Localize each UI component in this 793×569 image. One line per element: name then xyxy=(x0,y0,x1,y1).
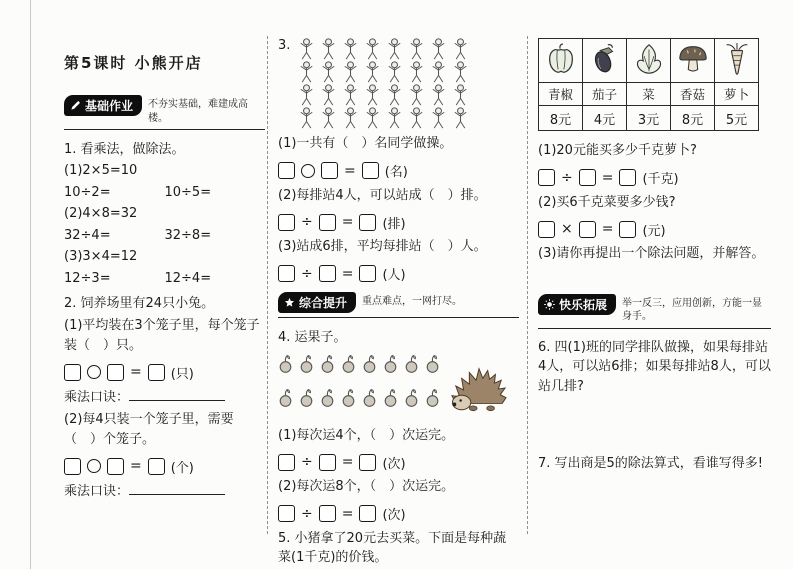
kid-figure xyxy=(452,107,469,130)
problem-3-question-3: (3)站成6排，平均每排站（ ）人。 xyxy=(278,239,487,254)
operator-choice-circle[interactable] xyxy=(301,164,315,178)
margin-rule xyxy=(30,0,31,569)
problem-4-question-2: (2)每次运8个，（ ）次运完。 xyxy=(278,479,455,494)
kid-figure xyxy=(298,38,315,61)
unit-label: (次) xyxy=(382,508,406,523)
result-box[interactable] xyxy=(148,364,165,381)
equation xyxy=(278,452,519,472)
expression-row xyxy=(64,182,265,204)
vegetable-price: 3元 xyxy=(627,106,671,131)
vegetable-name: 茄子 xyxy=(583,83,627,106)
math-expression[interactable]: 12÷3= xyxy=(64,270,111,286)
kid-figure xyxy=(342,107,359,130)
problem-5-title: 5. 小猪拿了20元去买菜。下面是每种蔬菜(1千克)的价钱。 xyxy=(278,530,507,565)
formula-label: 乘法口诀： xyxy=(64,484,130,499)
vegetable-name: 青椒 xyxy=(539,83,583,106)
operator-sign: × xyxy=(561,221,573,237)
formula-label: 乘法口诀： xyxy=(64,390,130,405)
operand-box[interactable] xyxy=(321,162,338,179)
kid-figure xyxy=(408,61,425,84)
problem-5-question-3: (3)请你再提出一个除法问题，并解答。 xyxy=(538,246,765,261)
problem-2 xyxy=(64,293,265,502)
vegetable-name: 萝卜 xyxy=(715,83,759,106)
page-title: 第5课时 小熊开店 xyxy=(64,54,203,72)
expression-row xyxy=(64,203,265,225)
problem-3-number: 3. xyxy=(278,38,291,53)
operand-box[interactable] xyxy=(107,364,124,381)
kid-figure xyxy=(320,107,337,130)
cherry-figure xyxy=(362,388,377,412)
problem-5-question-1: (1)20元能买多少千克萝卜? xyxy=(538,143,697,158)
badge-fun-label: 快乐拓展 xyxy=(559,297,608,312)
vegetable-price: 8元 xyxy=(671,106,715,131)
equals-sign: = xyxy=(130,458,142,474)
column-right xyxy=(538,38,771,474)
problem-6-title: 6. 四(1)班的同学排队做操，如果每排站4人，可以站6排；如果每排站8人，可以站几排? xyxy=(538,339,771,394)
cabbage-icon xyxy=(627,39,671,83)
problem-2-question-2: (2)每4只装一个笼子里，需要（ ）个笼子。 xyxy=(64,412,234,447)
operator-sign: ÷ xyxy=(301,505,313,522)
expression-row xyxy=(64,160,265,182)
kid-figure xyxy=(364,61,381,84)
unit-label: (元) xyxy=(642,223,666,239)
operator-sign: ÷ xyxy=(301,265,313,282)
cherry-figure xyxy=(320,354,335,378)
unit-label: (名) xyxy=(384,165,408,180)
vegetable-price-table xyxy=(538,38,759,131)
kid-figure xyxy=(452,61,469,84)
formula-line xyxy=(64,387,265,408)
equals-sign: = xyxy=(601,221,614,237)
operator-sign: ÷ xyxy=(301,214,313,230)
kid-figure xyxy=(452,38,469,61)
result-box[interactable] xyxy=(359,454,376,471)
kid-figure xyxy=(386,84,403,107)
operand-box[interactable] xyxy=(579,221,596,238)
unit-label: (人) xyxy=(382,268,406,283)
badge-basic xyxy=(64,95,142,116)
kid-figure xyxy=(430,38,447,61)
unit-label: (排) xyxy=(382,216,406,232)
vegetable-price: 8元 xyxy=(539,106,583,131)
sun-icon xyxy=(544,299,555,310)
math-fact: (2)4×8=32 xyxy=(64,206,138,221)
cherry-figure xyxy=(341,388,356,412)
section-basic-motto: 不夯实基础，难建成高楼。 xyxy=(148,99,249,124)
operator-sign: ÷ xyxy=(301,454,313,470)
equals-sign: = xyxy=(341,454,354,470)
kid-figure xyxy=(386,61,403,84)
kid-figure xyxy=(364,38,381,61)
problem-4 xyxy=(278,327,519,524)
equals-sign: = xyxy=(341,505,354,522)
problem-3-question-2: (2)每排站4人，可以站成（ ）排。 xyxy=(278,187,487,203)
column-divider-2 xyxy=(527,36,528,534)
badge-boost xyxy=(278,292,356,313)
formula-line xyxy=(64,481,265,502)
operand-box[interactable] xyxy=(278,505,295,522)
kid-figure xyxy=(364,107,381,130)
star-icon xyxy=(284,297,295,308)
section-fun-motto: 举一反三，应用创新，方能一显身手。 xyxy=(622,297,763,322)
equals-sign: = xyxy=(601,169,614,186)
cherry-figure xyxy=(362,354,377,378)
operator-sign: ÷ xyxy=(561,169,573,186)
column-left xyxy=(64,52,265,502)
unit-label: (千克) xyxy=(642,172,679,187)
column-divider-1 xyxy=(267,36,268,534)
operand-box[interactable] xyxy=(579,169,596,186)
equation xyxy=(278,161,519,181)
problem-1-title: 1. 看乘法，做除法。 xyxy=(64,142,185,157)
kid-figure xyxy=(298,84,315,107)
problem-2-question-1: (1)平均装在3个笼子里，每个笼子装（ ）只。 xyxy=(64,318,260,353)
section-boost-header xyxy=(278,292,519,318)
operand-box[interactable] xyxy=(64,364,81,381)
operand-box[interactable] xyxy=(278,265,295,282)
vegetable-price: 5元 xyxy=(715,106,759,131)
equation xyxy=(278,264,519,284)
answer-blank[interactable] xyxy=(129,481,225,495)
fruit-scene xyxy=(278,354,519,422)
cherry-figure xyxy=(299,354,314,378)
math-expression[interactable]: 32÷8= xyxy=(164,227,212,243)
problem-3-question-1: (1)一共有（ ）名同学做操。 xyxy=(278,136,453,151)
cherry-figure xyxy=(320,388,335,412)
kid-figure xyxy=(408,107,425,130)
cherry-figure xyxy=(383,354,398,378)
kid-figure xyxy=(364,84,381,107)
cherry-figure xyxy=(425,388,440,412)
equation xyxy=(278,212,519,232)
operand-box[interactable] xyxy=(538,221,555,238)
expression-row xyxy=(64,268,265,290)
answer-blank[interactable] xyxy=(129,387,225,401)
kid-figure xyxy=(430,84,447,107)
operand-box[interactable] xyxy=(64,458,81,475)
kid-figure xyxy=(386,38,403,61)
kid-figure xyxy=(452,84,469,107)
result-box[interactable] xyxy=(359,265,376,282)
kid-figure xyxy=(386,107,403,130)
vegetable-name: 菜 xyxy=(627,83,671,106)
kid-figure xyxy=(342,38,359,61)
unit-label: (次) xyxy=(382,456,406,472)
kid-figure xyxy=(298,107,315,130)
kid-figure xyxy=(430,61,447,84)
expression-row xyxy=(64,246,265,268)
problem-4-title: 4. 运果子。 xyxy=(278,329,347,345)
cherry-figure xyxy=(299,388,314,412)
result-box[interactable] xyxy=(619,221,636,238)
section-basic-header xyxy=(64,95,265,130)
badge-basic-label: 基础作业 xyxy=(85,99,134,113)
kid-figure xyxy=(298,61,315,84)
equals-sign: = xyxy=(344,162,356,179)
unit-label: (个) xyxy=(170,460,194,476)
vegetable-name: 香菇 xyxy=(671,83,715,106)
equation xyxy=(64,456,265,476)
kid-figure xyxy=(320,61,337,84)
operand-box[interactable] xyxy=(319,214,336,231)
math-fact: (3)3×4=12 xyxy=(64,249,138,264)
math-fact: (1)2×5=10 xyxy=(64,163,138,178)
operand-box[interactable] xyxy=(319,265,336,282)
equation xyxy=(64,362,265,382)
problem-5-question-2: (2)买6千克菜要多少钱? xyxy=(538,194,676,210)
cherry-figure xyxy=(278,354,293,378)
operand-box[interactable] xyxy=(278,162,295,179)
problem-2-title: 2. 饲养场里有24只小兔。 xyxy=(64,296,215,311)
problem-3 xyxy=(278,38,519,284)
section-boost-motto: 重点难点，一网打尽。 xyxy=(362,295,463,307)
operand-box[interactable] xyxy=(319,505,336,522)
math-expression[interactable]: 32÷4= xyxy=(64,227,111,243)
children-exercise-figure xyxy=(298,38,469,130)
math-fact xyxy=(165,246,266,268)
cherry-figure xyxy=(383,388,398,412)
cherry-figure xyxy=(341,354,356,378)
kid-figure xyxy=(342,84,359,107)
vegetable-price: 4元 xyxy=(583,106,627,131)
pencil-icon xyxy=(70,100,81,111)
badge-fun xyxy=(538,294,616,315)
kid-figure xyxy=(320,38,337,61)
operator-choice-circle[interactable] xyxy=(87,459,101,473)
kid-figure xyxy=(408,84,425,107)
kid-figure xyxy=(408,38,425,61)
cherry-figure xyxy=(425,354,440,378)
kid-figure xyxy=(430,107,447,130)
operand-box[interactable] xyxy=(278,214,295,231)
unit-label: (只) xyxy=(170,366,194,382)
math-expression[interactable]: 12÷4= xyxy=(164,270,212,286)
result-box[interactable] xyxy=(619,169,636,186)
math-fact xyxy=(165,160,266,182)
equation xyxy=(538,219,771,239)
problem-1 xyxy=(64,139,265,289)
operand-box[interactable] xyxy=(107,458,124,475)
result-box[interactable] xyxy=(359,505,376,522)
section-fun-header xyxy=(538,294,771,329)
mushroom-icon xyxy=(671,39,715,83)
problem-4-question-1: (1)每次运4个，（ ）次运完。 xyxy=(278,427,455,443)
kid-figure xyxy=(320,84,337,107)
expression-row xyxy=(64,225,265,247)
cherry-figure xyxy=(278,388,293,412)
equation xyxy=(538,168,771,188)
result-box[interactable] xyxy=(362,162,379,179)
problem-7-title: 7. 写出商是5的除法算式，看谁写得多! xyxy=(538,456,764,471)
equation xyxy=(278,504,519,524)
operand-box[interactable] xyxy=(319,454,336,471)
column-middle xyxy=(278,38,519,568)
kid-figure xyxy=(342,61,359,84)
equals-sign: = xyxy=(341,214,354,230)
cherry-figure xyxy=(404,388,419,412)
operand-box[interactable] xyxy=(278,454,295,471)
badge-boost-label: 综合提升 xyxy=(299,295,348,310)
pepper-icon xyxy=(539,39,583,83)
result-box[interactable] xyxy=(359,214,376,231)
hedgehog-figure xyxy=(450,360,508,418)
operand-box[interactable] xyxy=(538,169,555,186)
eggplant-icon xyxy=(583,39,627,83)
carrot-icon xyxy=(715,39,759,83)
result-box[interactable] xyxy=(148,458,165,475)
cherry-figure xyxy=(404,354,419,378)
cherries-figure xyxy=(278,354,440,422)
math-expression[interactable]: 10÷5= xyxy=(164,184,212,200)
equals-sign: = xyxy=(341,265,354,282)
equals-sign: = xyxy=(130,364,142,380)
math-fact xyxy=(165,203,266,225)
operator-choice-circle[interactable] xyxy=(87,365,101,379)
math-expression[interactable]: 10÷2= xyxy=(64,184,111,200)
